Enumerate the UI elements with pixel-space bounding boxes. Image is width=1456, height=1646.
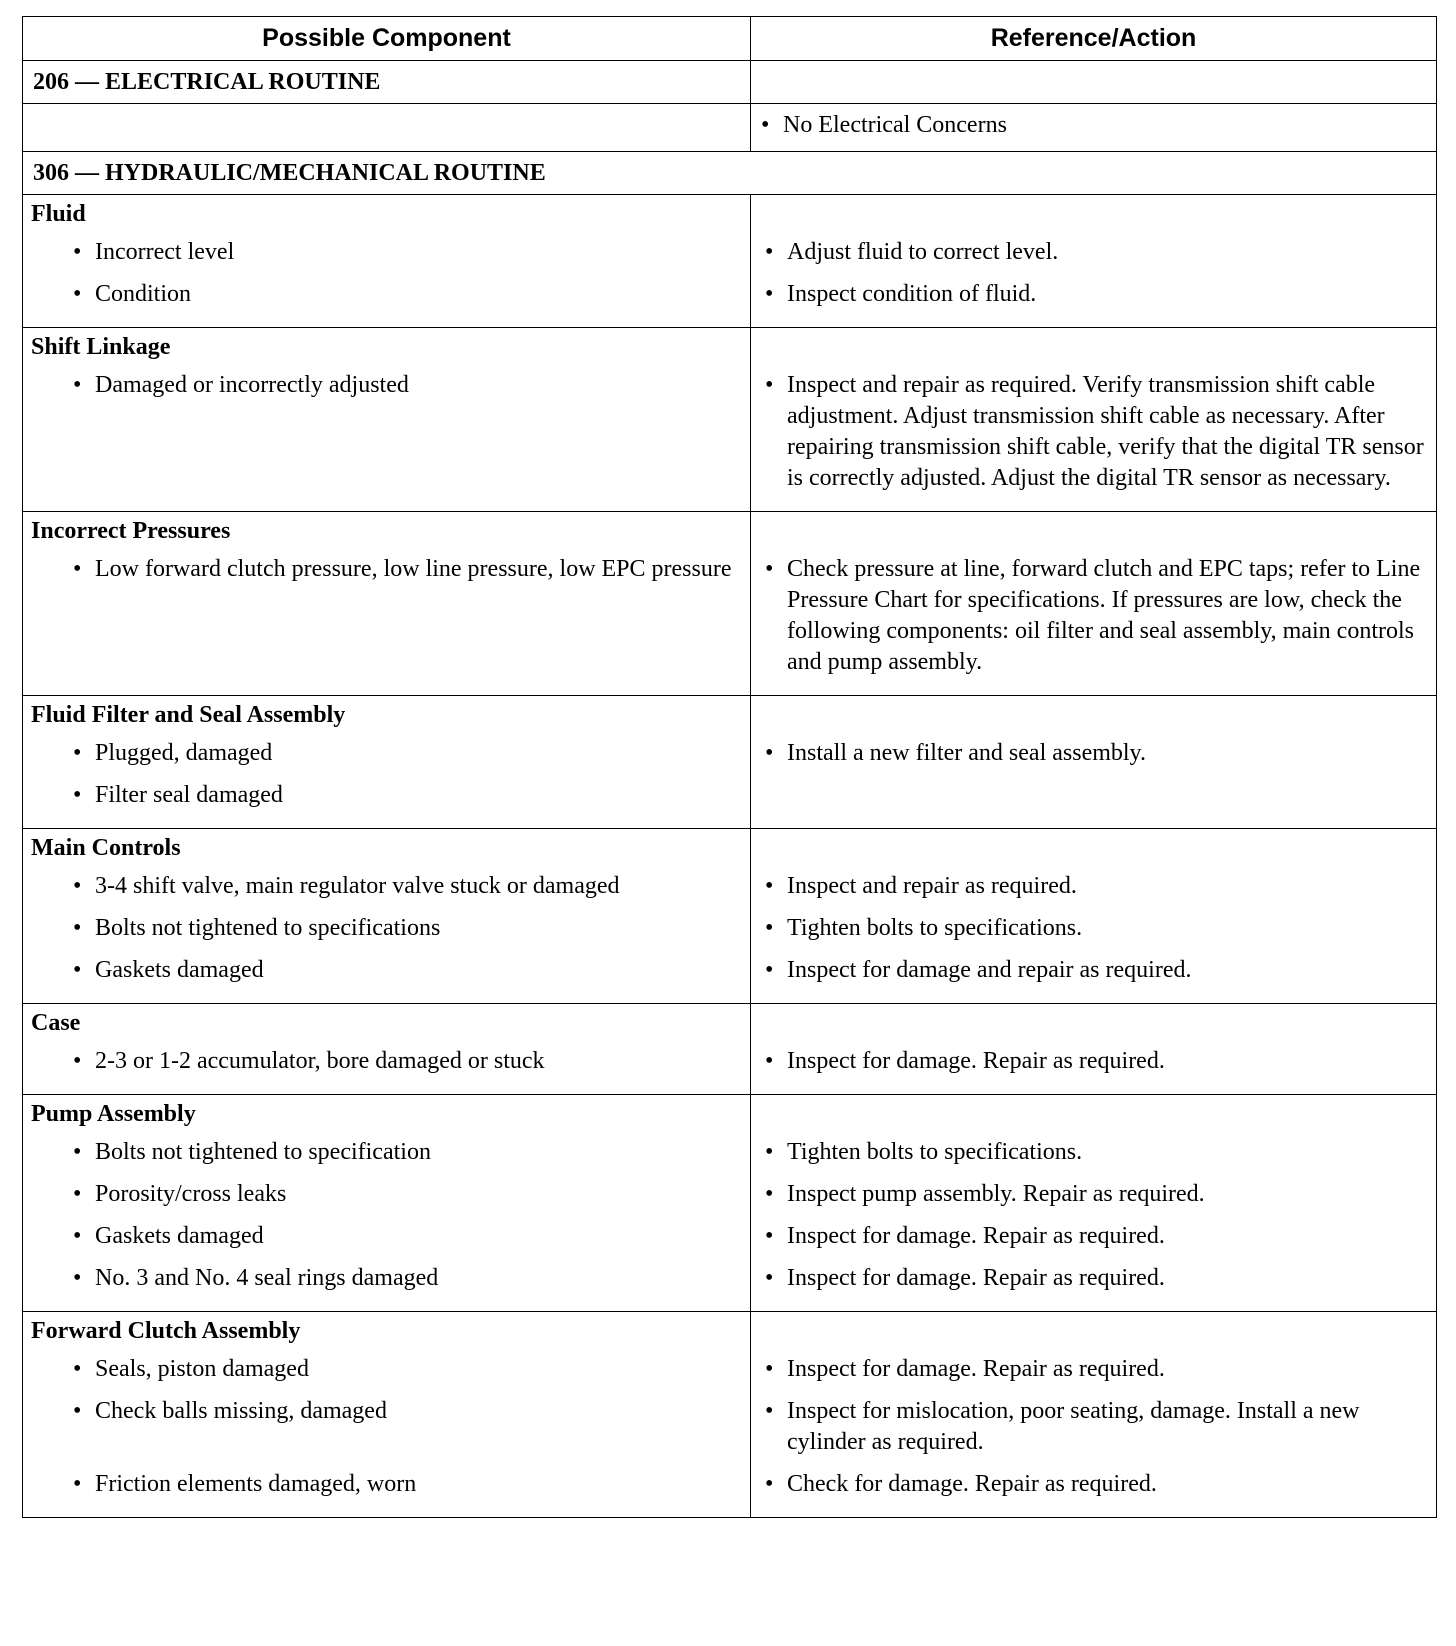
section-row — [23, 829, 1437, 1004]
component-cell — [23, 512, 751, 696]
component-cell — [23, 1004, 751, 1095]
action-item: • Inspect and repair as required. — [765, 871, 1424, 902]
component-cell — [23, 696, 751, 829]
section-row — [23, 696, 1437, 829]
section-title: Case — [31, 1010, 81, 1036]
routine-206-row — [23, 61, 1437, 104]
component-item: • Check balls missing, damaged — [73, 1396, 738, 1458]
header-row — [23, 17, 1437, 61]
section-row — [23, 1095, 1437, 1312]
component-item: • Plugged, damaged — [73, 738, 738, 769]
component-item: • 2-3 or 1-2 accumulator, bore damaged or stuck — [73, 1046, 738, 1077]
component-cell — [23, 829, 751, 1004]
component-item: • Filter seal damaged — [73, 780, 738, 811]
section-row — [23, 328, 1437, 512]
routine-206-action: • No Electrical Concerns — [761, 110, 1424, 141]
routine-206-action-cell — [751, 104, 1437, 152]
action-item: • Inspect for damage and repair as required. — [765, 955, 1424, 986]
action-item: • Check for damage. Repair as required. — [765, 1469, 1424, 1500]
action-cell — [751, 1312, 1437, 1518]
component-cell — [23, 1095, 751, 1312]
component-cell — [23, 195, 751, 328]
action-item: • Adjust fluid to correct level. — [765, 237, 1424, 268]
routine-206-empty-component — [23, 104, 751, 152]
header-possible-component: Possible Component — [23, 17, 751, 61]
component-item: • Gaskets damaged — [73, 955, 738, 986]
routine-206-title: 206 — ELECTRICAL ROUTINE — [23, 61, 751, 104]
routine-306-title: 306 — HYDRAULIC/MECHANICAL ROUTINE — [23, 152, 1437, 195]
component-cell — [23, 1312, 751, 1518]
section-title: Incorrect Pressures — [31, 518, 231, 544]
diagnostic-table-page — [22, 16, 1436, 1518]
action-item: • Tighten bolts to specifications. — [765, 1137, 1424, 1168]
component-item: • Bolts not tightened to specifications — [73, 913, 738, 944]
section-row — [23, 195, 1437, 328]
action-item: • Inspect and repair as required. Verify transmission shift cable adjustment. Adjust transmission shift cable as necessary. After repairing transmission shift cable, verify that the digital TR sensor is correctly adjusted. Adjust the digital TR sensor as necessary. — [765, 370, 1424, 494]
component-item: • Gaskets damaged — [73, 1221, 738, 1252]
action-cell — [751, 195, 1437, 328]
component-item: • Friction elements damaged, worn — [73, 1469, 738, 1500]
component-cell — [23, 328, 751, 512]
section-title: Fluid — [31, 201, 86, 227]
action-cell — [751, 328, 1437, 512]
action-item: • Install a new filter and seal assembly. — [765, 738, 1424, 769]
action-cell — [751, 696, 1437, 829]
routine-206-action-row — [23, 104, 1437, 152]
action-cell — [751, 1004, 1437, 1095]
section-row — [23, 512, 1437, 696]
action-item: • Tighten bolts to specifications. — [765, 913, 1424, 944]
component-item: • Porosity/cross leaks — [73, 1179, 738, 1210]
component-item: • Low forward clutch pressure, low line pressure, low EPC pressure — [73, 554, 738, 678]
component-item: • Seals, piston damaged — [73, 1354, 738, 1385]
action-item: • Inspect condition of fluid. — [765, 279, 1424, 310]
component-item: • 3-4 shift valve, main regulator valve stuck or damaged — [73, 871, 738, 902]
action-item: • Inspect for mislocation, poor seating, damage. Install a new cylinder as required. — [765, 1396, 1424, 1458]
action-cell — [751, 512, 1437, 696]
diagnostic-table — [22, 16, 1437, 1518]
action-cell — [751, 1095, 1437, 1312]
header-reference-action: Reference/Action — [751, 17, 1437, 61]
routine-306-row — [23, 152, 1437, 195]
section-title: Pump Assembly — [31, 1101, 196, 1127]
section-title: Forward Clutch Assembly — [31, 1318, 301, 1344]
section-title: Shift Linkage — [31, 334, 171, 360]
component-item: • Bolts not tightened to specification — [73, 1137, 738, 1168]
section-title: Main Controls — [31, 835, 181, 861]
component-item: • Damaged or incorrectly adjusted — [73, 370, 738, 494]
action-item: • Inspect for damage. Repair as required. — [765, 1046, 1424, 1077]
action-item: • Inspect for damage. Repair as required. — [765, 1221, 1424, 1252]
action-item: • Inspect for damage. Repair as required. — [765, 1354, 1424, 1385]
component-item: • No. 3 and No. 4 seal rings damaged — [73, 1263, 738, 1294]
action-item: • Inspect pump assembly. Repair as required. — [765, 1179, 1424, 1210]
action-item: • Inspect for damage. Repair as required. — [765, 1263, 1424, 1294]
component-item: • Condition — [73, 279, 738, 310]
routine-206-empty-cell — [751, 61, 1437, 104]
section-row — [23, 1004, 1437, 1095]
component-item: • Incorrect level — [73, 237, 738, 268]
action-cell — [751, 829, 1437, 1004]
action-item: • Check pressure at line, forward clutch and EPC taps; refer to Line Pressure Chart for specifications. If pressures are low, check the following components: oil filter and seal assembly, main controls and pump assembly. — [765, 554, 1424, 678]
section-title: Fluid Filter and Seal Assembly — [31, 702, 346, 728]
section-row — [23, 1312, 1437, 1518]
